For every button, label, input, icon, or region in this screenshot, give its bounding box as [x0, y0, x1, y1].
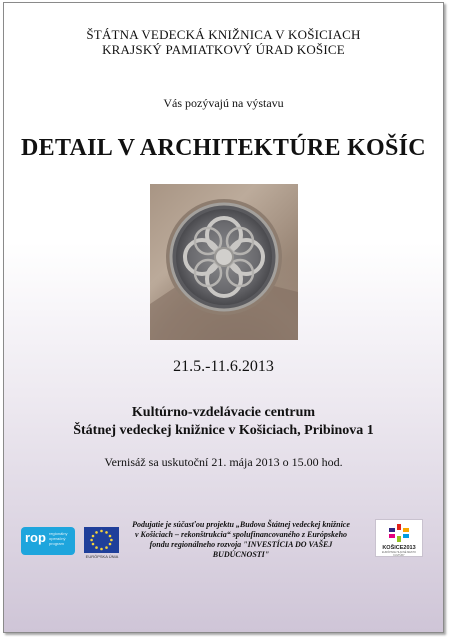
exhibition-title: DETAIL V ARCHITEKTÚRE KOŠÍC: [21, 135, 426, 161]
kosice-star-icon: [389, 524, 409, 542]
rop-logo: [21, 527, 75, 555]
venue-line-1: Kultúrno-vzdelávacie centrum: [131, 405, 316, 420]
exhibition-dates: 21.5.-11.6.2013: [173, 358, 274, 375]
kosice-2013-logo: [375, 519, 423, 557]
kosice-logo-text: KOŠICE2013: [382, 545, 416, 551]
kosice-logo-subtext: EURÓPSKE HLAVNÉ MESTO KULTÚRY: [382, 551, 416, 557]
eu-flag-icon: [84, 527, 119, 559]
invitation-text: Vás pozývajú na výstavu: [163, 96, 284, 110]
invitation-page: [3, 2, 444, 633]
organizer-line-1: ŠTÁTNA VEDECKÁ KNIŽNICA V KOŠICIACH: [86, 27, 361, 42]
opening-info: Vernisáž sa uskutoční 21. mája 2013 o 15.00 hod.: [104, 455, 343, 469]
rose-window-photo: [150, 184, 298, 340]
project-funding-text: Podujatie je súčasťou projektu „Budova Štátnej vedeckej knižnice v Košiciach – rekonštrukcia“ spolufinancovaného z Európskeho fondu regionálneho rozvoja "INVESTÍCIA DO VAŠEJ BUDÚCNOSTI": [132, 520, 350, 559]
venue-line-2: Štátnej vedeckej knižnice v Košiciach, Pribinova 1: [73, 423, 374, 438]
rop-logo-subtext: regionálny operačný program: [49, 531, 68, 546]
organizer-line-2: KRAJSKÝ PAMIATKOVÝ ÚRAD KOŠICE: [102, 42, 345, 57]
eu-caption: EURÓPSKA ÚNIA: [85, 554, 119, 559]
rop-logo-text: rop: [25, 530, 46, 545]
